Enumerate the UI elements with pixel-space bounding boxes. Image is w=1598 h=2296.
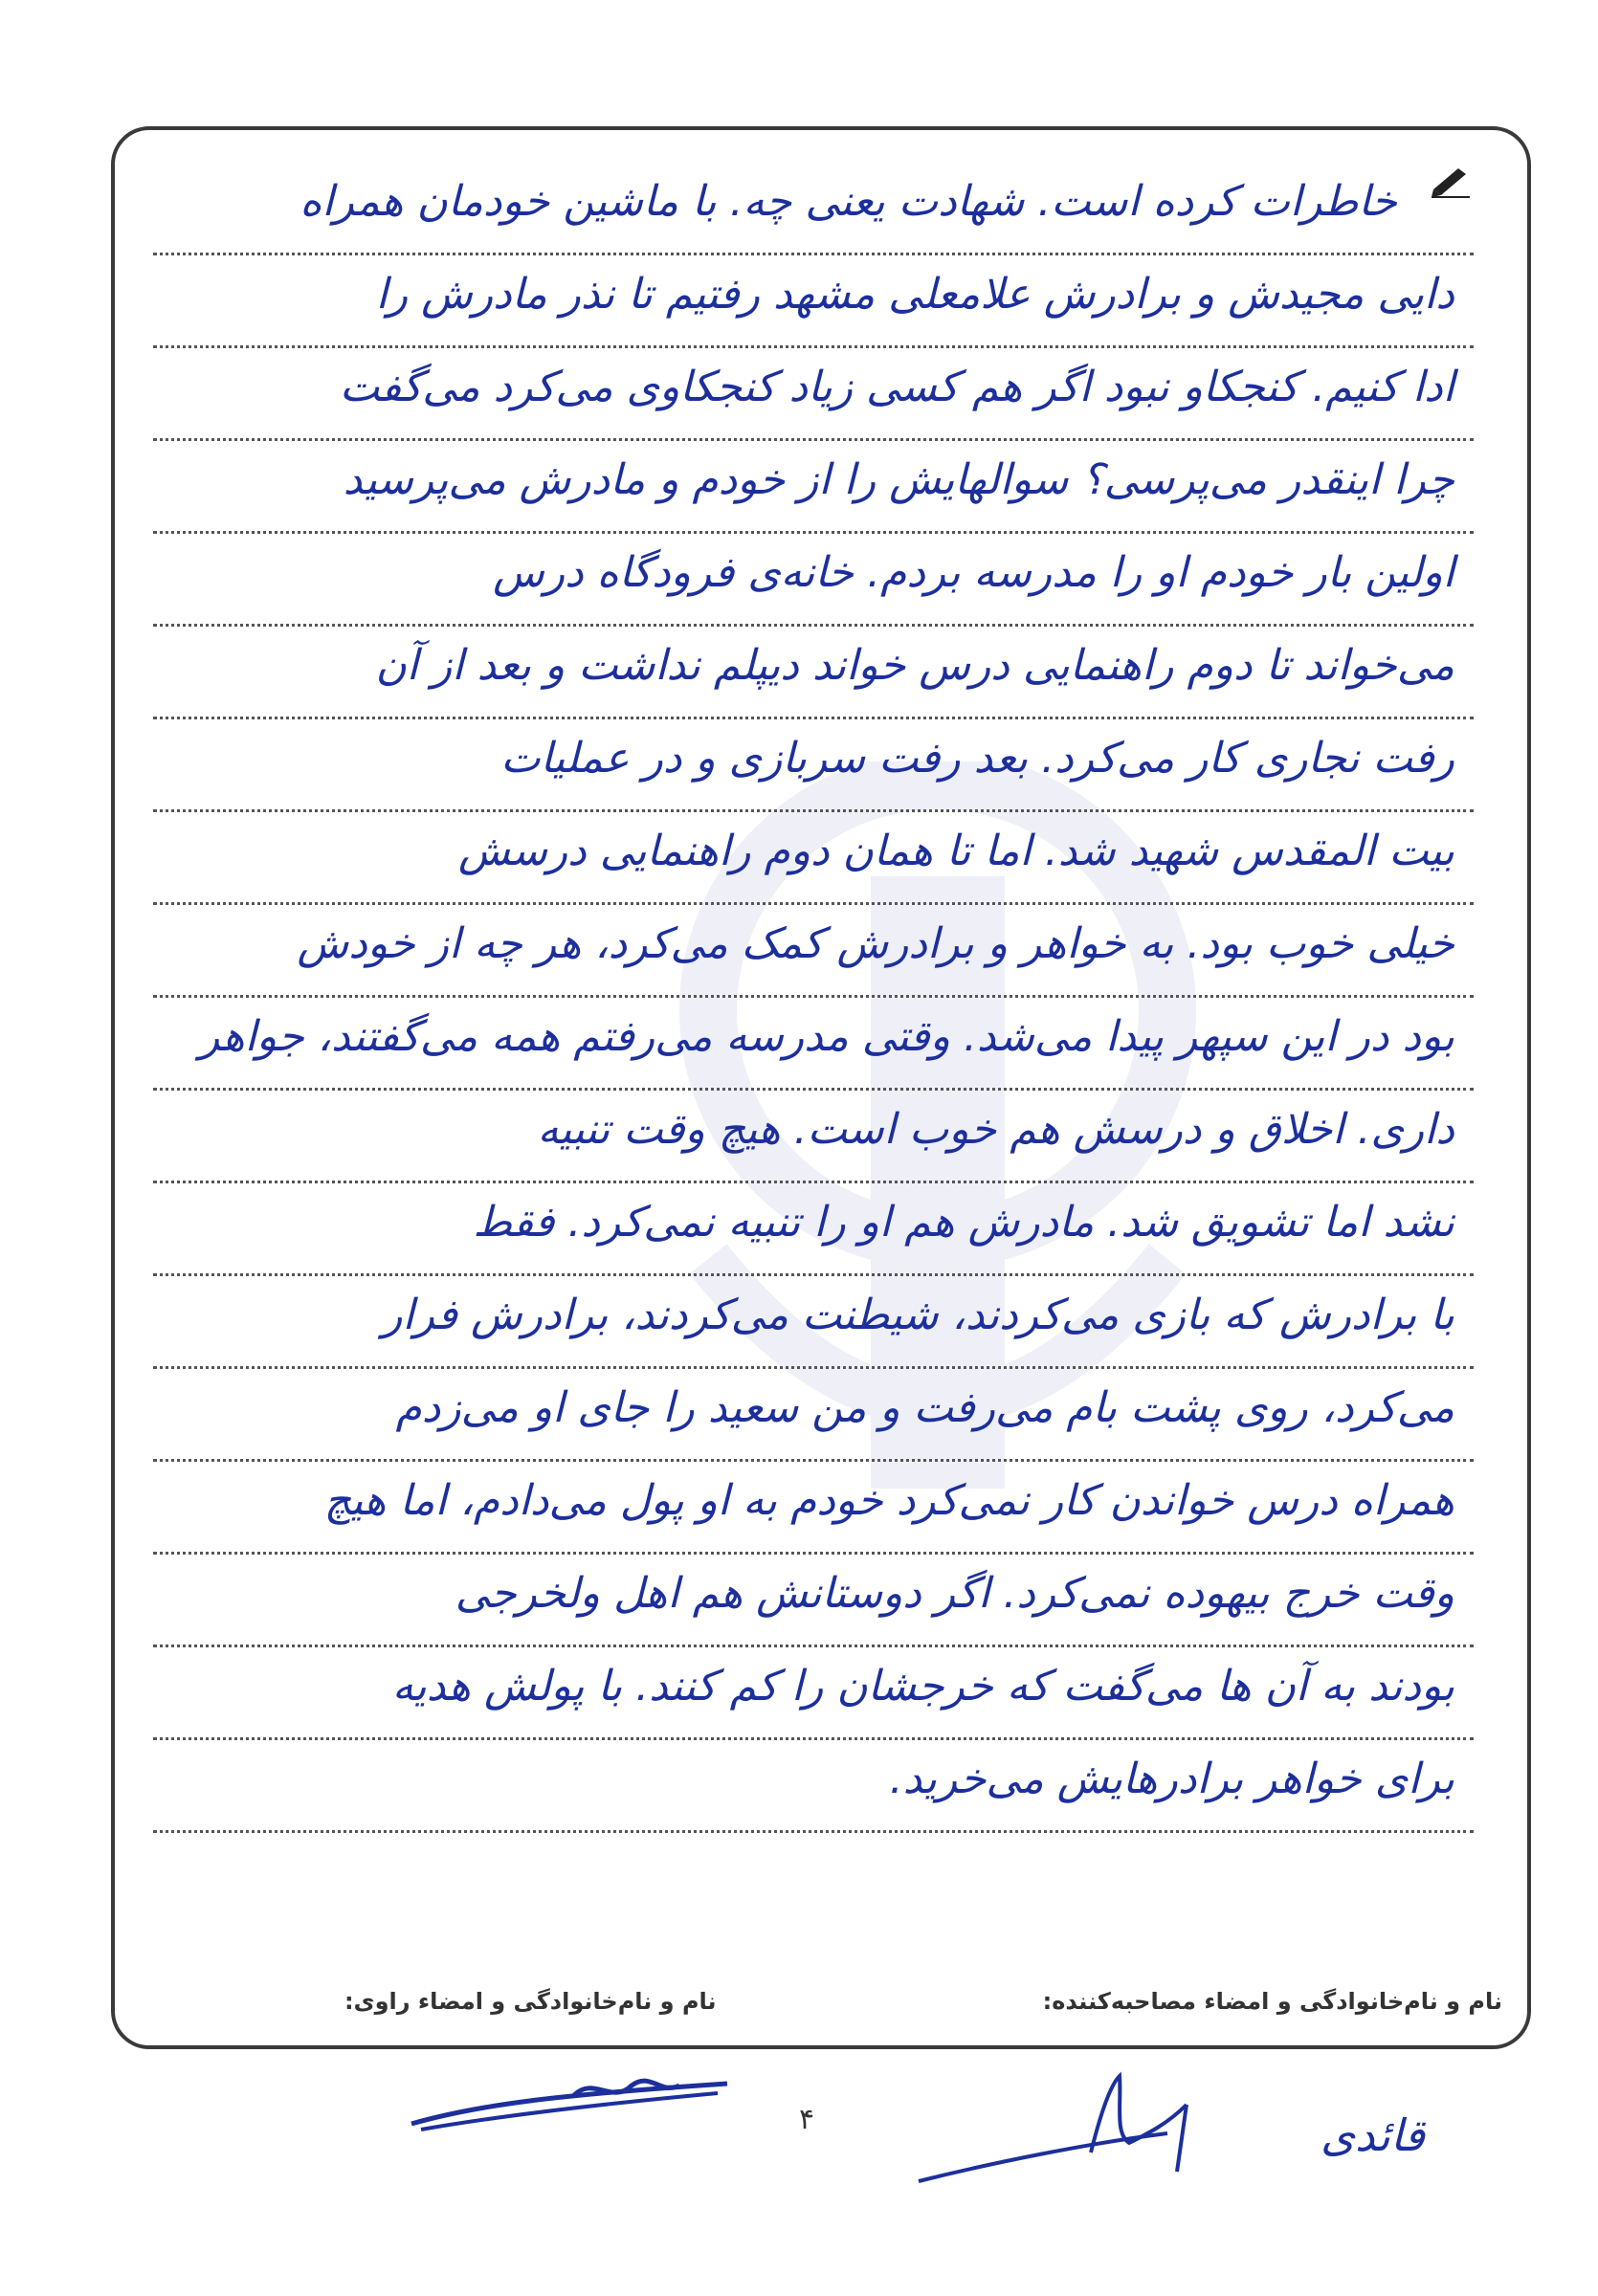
text-line: نشد اما تشویق شد. مادرش هم او را تنبیه نمی‌کرد. فقط: [153, 1183, 1474, 1276]
interviewer-signature-label: نام و نام‌خانوادگی و امضاء مصاحبه‌کننده:: [1042, 1988, 1502, 2015]
signature-name: قائدی: [1321, 2109, 1425, 2161]
text-line: بیت المقدس شهید شد. اما تا همان دوم راهنمایی درسش: [153, 812, 1474, 905]
text-line: می‌کرد، روی پشت بام می‌رفت و من سعید را جای او می‌زدم: [153, 1369, 1474, 1462]
page-number: ۴: [799, 2103, 815, 2136]
text-line: بود در این سپهر پیدا می‌شد. وقتی مدرسه می‌رفتم همه می‌گفتند، جواهر: [153, 998, 1474, 1091]
text-line: وقت خرج بیهوده نمی‌کرد. اگر دوستانش هم اهل ولخرجی: [153, 1555, 1474, 1647]
text-line: داری. اخلاق و درسش هم خوب است. هیچ وقت تنبیه: [153, 1091, 1474, 1183]
text-line: با برادرش که بازی می‌کردند، شیطنت می‌کردند، برادرش فرار: [153, 1276, 1474, 1369]
narrator-signature-label: نام و نام‌خانوادگی و امضاء راوی:: [344, 1988, 717, 2015]
text-line: ادا کنیم. کنجکاو نبود اگر هم کسی زیاد کنجکاوی می‌کرد می‌گفت: [153, 348, 1474, 441]
text-line: اولین بار خودم او را مدرسه بردم. خانه‌ی فرودگاه درس: [153, 534, 1474, 627]
text-line: بودند به آن ها می‌گفت که خرجشان را کم کنند. با پولش هدیه: [153, 1647, 1474, 1740]
text-line: چرا اینقدر می‌پرسی؟ سوالهایش را از خودم و مادرش می‌پرسید: [153, 441, 1474, 534]
interviewer-signature-icon: [899, 2066, 1244, 2191]
text-line: برای خواهر برادرهایش می‌خرید.: [153, 1740, 1474, 1833]
text-line: دایی مجیدش و برادرش علامعلی مشهد رفتیم تا نذر مادرش را: [153, 255, 1474, 348]
text-line: رفت نجاری کار می‌کرد. بعد رفت سربازی و در عملیات: [153, 719, 1474, 812]
text-line: همراه درس خواندن کار نمی‌کرد خودم به او پول می‌دادم، اما هیچ: [153, 1462, 1474, 1555]
text-line: خاطرات کرده است. شهادت یعنی چه. با ماشین خودمان همراه: [153, 163, 1474, 255]
text-line: می‌خواند تا دوم راهنمایی درس خواند دیپلم نداشت و بعد از آن: [153, 627, 1474, 719]
text-line: خیلی خوب بود. به خواهر و برادرش کمک می‌کرد، هر چه از خودش: [153, 905, 1474, 998]
handwritten-text-lines: [153, 163, 1474, 1833]
signature-labels: [144, 1988, 1502, 2026]
narrator-signature-icon: [402, 2066, 746, 2152]
